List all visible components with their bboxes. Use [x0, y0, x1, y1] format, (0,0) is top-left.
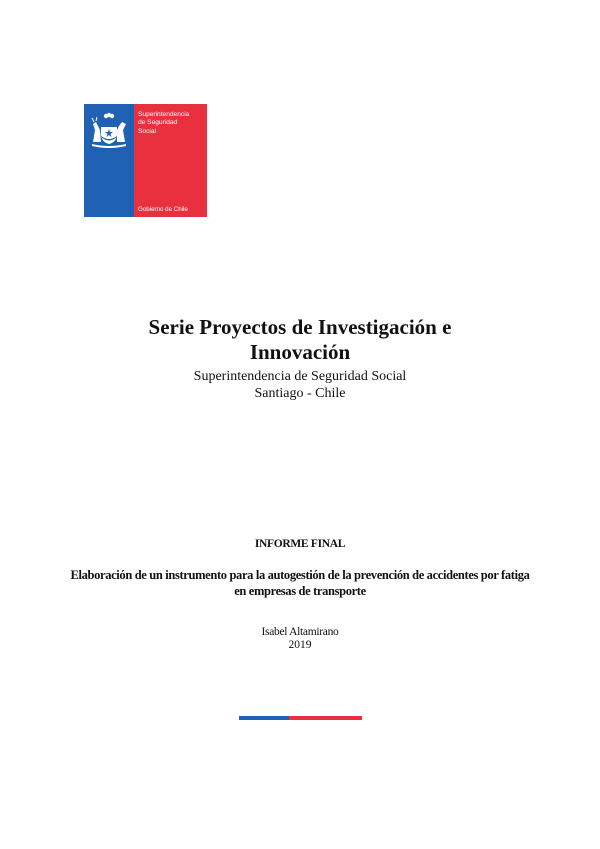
series-title: Serie Proyectos de Investigación e Innovación	[148, 315, 452, 364]
series-subtitle-location: Santiago - Chile	[254, 386, 346, 401]
logo-red-panel	[134, 104, 207, 217]
logo-government-label: Gobierno de Chile	[138, 206, 188, 213]
series-subtitle-institution: Superintendencia de Seguridad Social	[193, 369, 407, 384]
report-label: INFORME FINAL	[254, 538, 346, 550]
chile-coat-of-arms-icon	[89, 112, 129, 148]
logo-blue-panel	[84, 104, 134, 217]
institution-logo	[84, 104, 207, 217]
flag-bar-red	[289, 716, 362, 720]
report-title: Elaboración de un instrumento para la autogestión de la prevención de accidentes por fatiga en empresas de transporte	[70, 568, 530, 598]
logo-institution-name: Superintendencia de Seguridad Social	[138, 111, 190, 135]
report-year: 2019	[288, 639, 312, 651]
report-author: Isabel Altamirano	[261, 626, 339, 638]
flag-bar-blue	[239, 716, 289, 720]
decorative-flag-bar	[239, 716, 362, 720]
